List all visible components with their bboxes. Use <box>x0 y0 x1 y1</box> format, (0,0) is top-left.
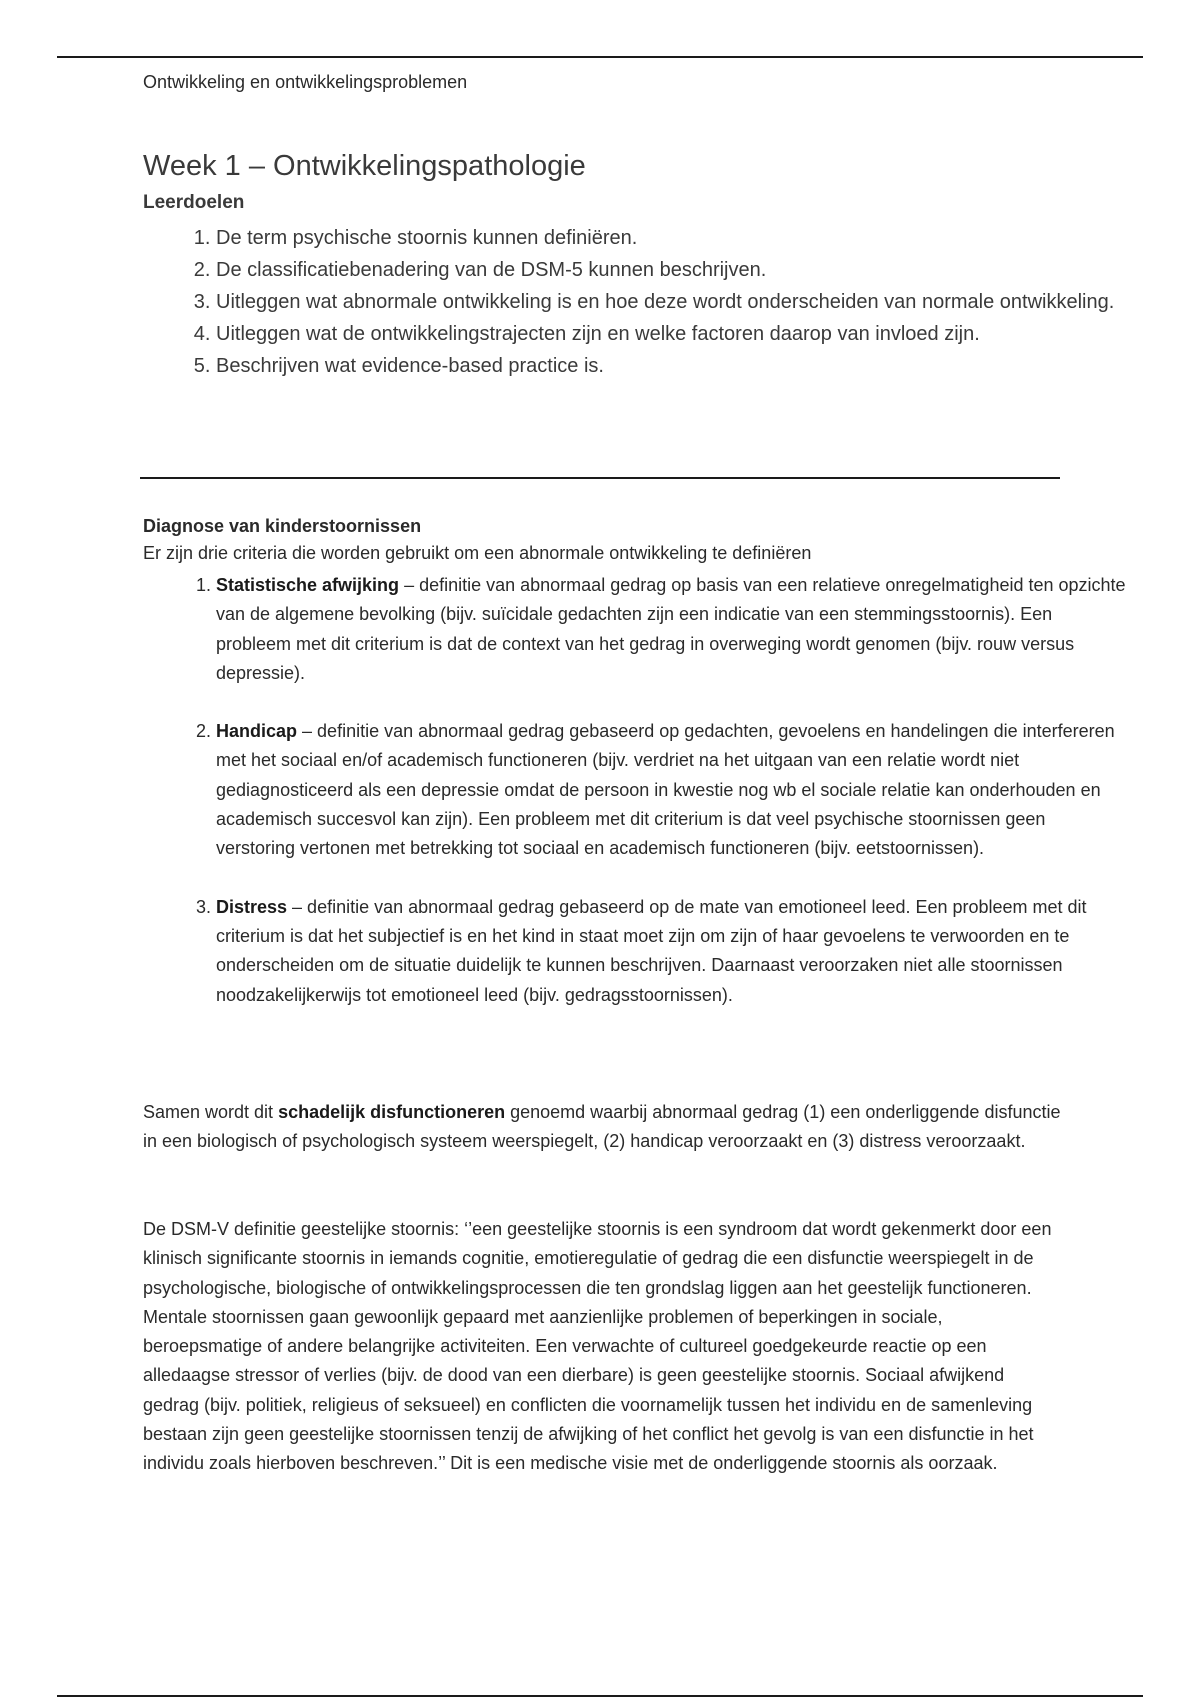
learning-goals-list <box>143 222 1116 382</box>
criterion-item <box>216 717 1128 863</box>
page-title: Week 1 – Ontwikkelingspathologie <box>143 150 586 182</box>
section-divider <box>140 477 1060 479</box>
top-rule <box>57 56 1143 58</box>
section-intro: Er zijn drie criteria die worden gebruikt om een abnormale ontwikkeling te definiëren <box>143 543 812 563</box>
summary-term: schadelijk disfunctioneren <box>278 1102 506 1122</box>
criterion-text: – definitie van abnormaal gedrag gebaseerd op de mate van emotioneel leed. Een probleem met dit criterium is dat het subjectief is en het kind in staat moet zijn om zijn of haar gevoelens te verwoorden en te onderscheiden om de situatie duidelijk te kunnen beschrijven. Daarnaast veroorzaken niet alle stoornissen noodzakelijkerwijs tot emotioneel leed (bijv. gedragsstoornissen). <box>216 896 1087 1005</box>
summary-text-before: Samen wordt dit <box>143 1102 279 1122</box>
learning-goal: 3. Uitleggen wat abnormale ontwikkeling is en hoe deze wordt onderscheiden van normale ontwikkeling. <box>216 286 1116 318</box>
criterion-item <box>216 571 1128 688</box>
course-header: Ontwikkeling en ontwikkelingsproblemen <box>143 72 468 92</box>
criteria-list <box>143 571 1128 1010</box>
summary-text-after: genoemd waarbij abnormaal gedrag (1) een onderliggende disfunctie in een biologisch of psychologisch systeem weerspiegelt, (2) handicap veroorzaakt en (3) distress veroorzaakt. <box>143 1102 1061 1152</box>
criterion-term: Distress <box>216 896 288 917</box>
criterion-item <box>216 893 1128 1010</box>
dsm-definition-paragraph: De DSM-V definitie geestelijke stoornis: ‘’een geestelijke stoornis is een syndroom dat wordt gekenmerkt door een klinisch significante stoornis in iemands cognitie, emotieregulatie of gedrag die een disfunctie weerspiegelt in de psychologische, biologische of ontwikkelingsprocessen die ten grondslag liggen aan het geestelijk functioneren. Mentale stoornissen gaan gewoonlijk gepaard met aanzienlijke problemen of beperkingen in sociale, beroepsmatige of andere belangrijke activiteiten. Een verwachte of cultureel goedgekeurde reactie op een alledaagse stressor of verlies (bijv. de dood van een dierbare) is geen geestelijke stoornis. Sociaal afwijkend gedrag (bijv. politiek, religieus of seksueel) en conflicten die voornamelijk tussen het individu en de samenleving bestaan zijn geen geestelijke stoornissen tenzij de afwijking of het conflict het gevolg is van een disfunctie in het individu zoals hierboven beschreven.’’ Dit is een medische visie met de onderliggende stoornis als oorzaak. <box>143 1219 1052 1474</box>
criterion-text: – definitie van abnormaal gedrag gebaseerd op gedachten, gevoelens en handelingen die interfereren met het sociaal en/of academisch functioneren (bijv. verdriet na het uitgaan van een relatie wordt niet gediagnosticeerd als een depressie omdat de persoon in kwestie nog wb el sociale relatie kan onderhouden en academisch succesvol kan zijn). Een probleem met dit criterium is dat veel psychische stoornissen geen verstoring vertonen met betrekking tot sociaal en academisch functioneren (bijv. eetstoornissen). <box>216 721 1115 859</box>
criterion-text: – definitie van abnormaal gedrag op basis van een relatieve onregelmatigheid ten opzichte van de algemene bevolking (bijv. suïcidale gedachten zijn een indicatie van een stemmingsstoornis). Een probleem met dit criterium is dat de context van het gedrag in overweging wordt genomen (bijv. rouw versus depressie). <box>216 575 1126 683</box>
bottom-rule <box>57 1695 1143 1697</box>
learning-goal: 2. De classificatiebenadering van de DSM-5 kunnen beschrijven. <box>216 254 1116 286</box>
learning-goal: 4. Uitleggen wat de ontwikkelingstrajecten zijn en welke factoren daarop van invloed zijn. <box>216 318 1116 350</box>
criterion-term: Handicap <box>216 721 298 742</box>
learning-goal: 5. Beschrijven wat evidence-based practice is. <box>216 350 1116 382</box>
criterion-term: Statistische afwijking <box>216 575 400 595</box>
section-heading: Diagnose van kinderstoornissen <box>143 516 422 536</box>
learning-goal: 1. De term psychische stoornis kunnen definiëren. <box>216 222 1116 254</box>
learning-goals-heading: Leerdoelen <box>143 192 245 213</box>
summary-paragraph <box>143 1098 1063 1157</box>
